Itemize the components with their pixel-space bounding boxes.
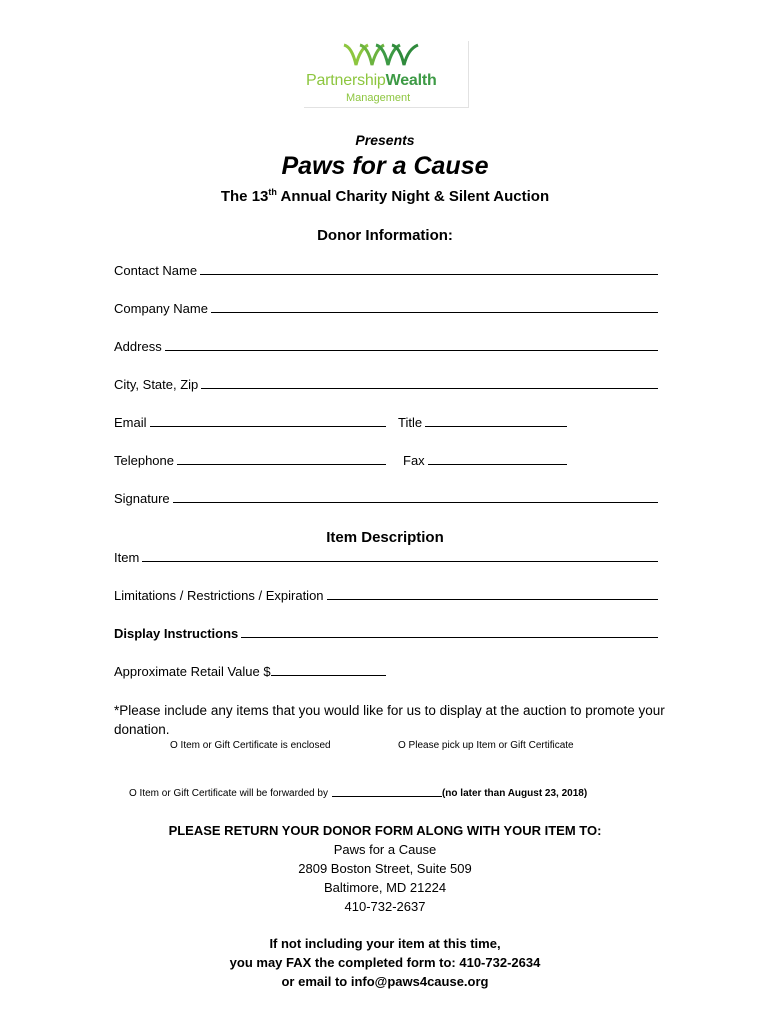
- footer-email: or email to info@paws4cause.org: [281, 974, 489, 989]
- page-title: Paws for a Cause: [281, 152, 489, 180]
- fax-field[interactable]: [403, 453, 567, 468]
- display-instructions-label: Display Instructions: [114, 626, 239, 641]
- footer-fax: you may FAX the completed form to: 410-732-2634: [229, 955, 541, 970]
- option-forward-label: O Item or Gift Certificate will be forwarded by: [129, 788, 328, 799]
- address-label: Address: [114, 339, 162, 354]
- deadline-note: (no later than August 23, 2018): [441, 788, 588, 799]
- display-note: *Please include any items that you would like for us to display at the auction to promote your donation.: [114, 703, 665, 737]
- logo-subtitle: Management: [346, 92, 411, 104]
- city-state-zip-label: City, State, Zip: [114, 377, 199, 392]
- logo-brand: PartnershipWealth: [306, 72, 437, 89]
- fax-label: Fax: [403, 453, 425, 468]
- item-heading: Item Description: [326, 529, 444, 546]
- company-name-field[interactable]: [114, 301, 658, 316]
- telephone-field[interactable]: [114, 453, 386, 468]
- return-street: 2809 Boston Street, Suite 509: [298, 861, 472, 876]
- signature-field[interactable]: [114, 491, 658, 506]
- option-pickup[interactable]: O Please pick up Item or Gift Certificate: [398, 740, 574, 751]
- city-state-zip-field[interactable]: [114, 377, 658, 392]
- return-heading: PLEASE RETURN YOUR DONOR FORM ALONG WITH YOUR ITEM TO:: [168, 823, 602, 838]
- title-label: Title: [398, 415, 423, 430]
- company-name-label: Company Name: [114, 301, 208, 316]
- donor-heading: Donor Information:: [317, 227, 453, 244]
- telephone-label: Telephone: [114, 453, 174, 468]
- retail-value-label: Approximate Retail Value $: [114, 664, 271, 679]
- contact-name-label: Contact Name: [114, 263, 198, 278]
- email-label: Email: [114, 415, 147, 430]
- contact-name-field[interactable]: [114, 263, 658, 278]
- company-logo: [304, 41, 469, 108]
- limitations-label: Limitations / Restrictions / Expiration: [114, 588, 324, 603]
- logo-leaf-icon: [342, 43, 422, 69]
- item-label: Item: [114, 550, 140, 565]
- retail-value-field[interactable]: [114, 664, 386, 679]
- forward-date-line[interactable]: [332, 796, 442, 797]
- event-subtitle: The 13th Annual Charity Night & Silent Auction: [220, 187, 550, 205]
- limitations-field[interactable]: [114, 588, 658, 603]
- signature-label: Signature: [114, 491, 170, 506]
- option-enclosed[interactable]: O Item or Gift Certificate is enclosed: [170, 740, 331, 751]
- option-forward[interactable]: [129, 788, 587, 799]
- item-field[interactable]: [114, 550, 658, 565]
- display-instructions-field[interactable]: [114, 626, 658, 641]
- title-field[interactable]: [398, 415, 567, 430]
- address-field[interactable]: [114, 339, 658, 354]
- presents-label: Presents: [355, 132, 415, 148]
- return-name: Paws for a Cause: [333, 842, 437, 857]
- email-field[interactable]: [114, 415, 386, 430]
- return-phone: 410-732-2637: [344, 899, 426, 914]
- return-city: Baltimore, MD 21224: [323, 880, 447, 895]
- footer-line-1: If not including your item at this time,: [269, 936, 501, 951]
